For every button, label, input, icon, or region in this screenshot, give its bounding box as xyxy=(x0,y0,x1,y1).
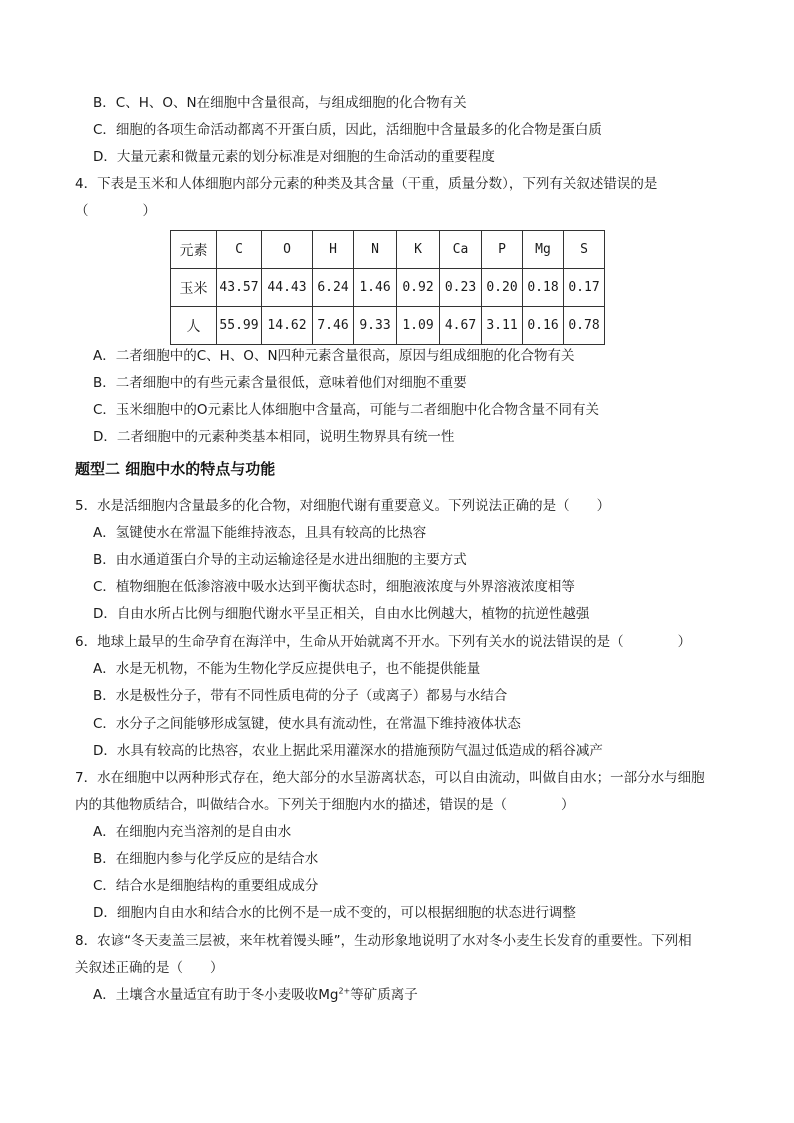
question-4: 4．下表是玉米和人体细胞内部分元素的种类及其含量（干重，质量分数），下列有关叙述错误的是 xyxy=(75,176,658,192)
table-cell: 0.92 xyxy=(397,269,440,307)
table-cell: 玉米 xyxy=(171,269,217,307)
table-cell: 9.33 xyxy=(354,307,397,345)
table-header-row xyxy=(171,231,605,269)
q7-option-a: A．在细胞内充当溶剂的是自由水 xyxy=(93,824,292,840)
table-cell: S xyxy=(564,231,605,269)
question-6: 6．地球上最早的生命孕育在海洋中，生命从开始就离不开水。下列有关水的说法错误的是（ ） xyxy=(75,634,692,650)
table-cell: 14.62 xyxy=(262,307,313,345)
q7-option-c: C．结合水是细胞结构的重要组成成分 xyxy=(93,878,319,894)
table-cell: 3.11 xyxy=(482,307,523,345)
q4-option-b: B．二者细胞中的有些元素含量很低，意味着他们对细胞不重要 xyxy=(93,375,467,391)
table-cell: 0.23 xyxy=(440,269,482,307)
question-8-line-2: 关叙述正确的是（ ） xyxy=(75,960,224,976)
table-cell: Mg xyxy=(523,231,564,269)
table-cell: O xyxy=(262,231,313,269)
q6-option-b: B．水是极性分子，带有不同性质电荷的分子（或离子）都易与水结合 xyxy=(93,688,508,704)
question-5: 5．水是活细胞内含量最多的化合物，对细胞代谢有重要意义。下列说法正确的是（ ） xyxy=(75,498,611,514)
q7-option-d: D．细胞内自由水和结合水的比例不是一成不变的，可以根据细胞的状态进行调整 xyxy=(93,905,576,921)
q7-option-b: B．在细胞内参与化学反应的是结合水 xyxy=(93,851,319,867)
table-cell: 44.43 xyxy=(262,269,313,307)
table-cell: 人 xyxy=(171,307,217,345)
question-7-line-1: 7．水在细胞中以两种形式存在，绝大部分的水呈游离状态，可以自由流动，叫做自由水；一部分水与细胞 xyxy=(75,770,705,786)
q8-option-a-text: A．土壤含水量适宜有助于冬小麦吸收Mg xyxy=(93,987,339,1003)
q6-option-d: D．水具有较高的比热容，农业上据此采用灌深水的措施预防气温过低造成的稻谷减产 xyxy=(93,743,603,759)
table-row-corn xyxy=(171,269,605,307)
q3-option-d: D．大量元素和微量元素的划分标准是对细胞的生命活动的重要程度 xyxy=(93,149,495,165)
table-cell: C xyxy=(217,231,262,269)
table-row-human xyxy=(171,307,605,345)
table-cell: 4.67 xyxy=(440,307,482,345)
question-4-answer-paren: （ ） xyxy=(75,203,156,219)
q3-option-b: B．C、H、O、N在细胞中含量很高，与组成细胞的化合物有关 xyxy=(93,95,467,111)
section-heading: 题型二 细胞中水的特点与功能 xyxy=(75,460,276,478)
q5-option-a: A．氢键使水在常温下能维持液态，且具有较高的比热容 xyxy=(93,525,427,541)
table-cell: 55.99 xyxy=(217,307,262,345)
q5-option-d: D．自由水所占比例与细胞代谢水平呈正相关，自由水比例越大，植物的抗逆性越强 xyxy=(93,606,590,622)
table-cell: 元素 xyxy=(171,231,217,269)
q6-option-a: A．水是无机物，不能为生物化学反应提供电子，也不能提供能量 xyxy=(93,661,481,677)
table-cell: 0.20 xyxy=(482,269,523,307)
q8-option-a xyxy=(93,985,418,1005)
element-content-table xyxy=(170,230,605,345)
table-cell: 7.46 xyxy=(313,307,354,345)
q4-option-d: D．二者细胞中的元素种类基本相同，说明生物界具有统一性 xyxy=(93,429,455,445)
q4-option-a: A．二者细胞中的C、H、O、N四种元素含量很高，原因与组成细胞的化合物有关 xyxy=(93,348,575,364)
q6-option-c: C．水分子之间能够形成氢键，使水具有流动性，在常温下维持液体状态 xyxy=(93,716,521,732)
table-cell: 1.46 xyxy=(354,269,397,307)
table-cell: K xyxy=(397,231,440,269)
table-cell: P xyxy=(482,231,523,269)
table-cell: 0.17 xyxy=(564,269,605,307)
q5-option-b: B．由水通道蛋白介导的主动运输途径是水进出细胞的主要方式 xyxy=(93,552,467,568)
table-cell: 0.18 xyxy=(523,269,564,307)
q8-option-a-text-end: 等矿质离子 xyxy=(350,987,418,1003)
table-cell: 0.16 xyxy=(523,307,564,345)
q5-option-c: C．植物细胞在低渗溶液中吸水达到平衡状态时，细胞液浓度与外界溶液浓度相等 xyxy=(93,579,575,595)
q3-option-c: C．细胞的各项生命活动都离不开蛋白质，因此，活细胞中含量最多的化合物是蛋白质 xyxy=(93,122,602,138)
table-cell: 43.57 xyxy=(217,269,262,307)
question-7-line-2: 内的其他物质结合，叫做结合水。下列关于细胞内水的描述，错误的是（ ） xyxy=(75,797,575,813)
question-8-line-1: 8．农谚“冬天麦盖三层被，来年枕着馒头睡”，生动形象地说明了水对冬小麦生长发育的重要性。下列相 xyxy=(75,933,692,949)
table-cell: Ca xyxy=(440,231,482,269)
table-cell: 1.09 xyxy=(397,307,440,345)
q4-option-c: C．玉米细胞中的O元素比人体细胞中含量高，可能与二者细胞中化合物含量不同有关 xyxy=(93,402,600,418)
ion-charge-superscript: 2+ xyxy=(338,986,351,996)
table-cell: 0.78 xyxy=(564,307,605,345)
table-cell: H xyxy=(313,231,354,269)
table-cell: 6.24 xyxy=(313,269,354,307)
table-cell: N xyxy=(354,231,397,269)
